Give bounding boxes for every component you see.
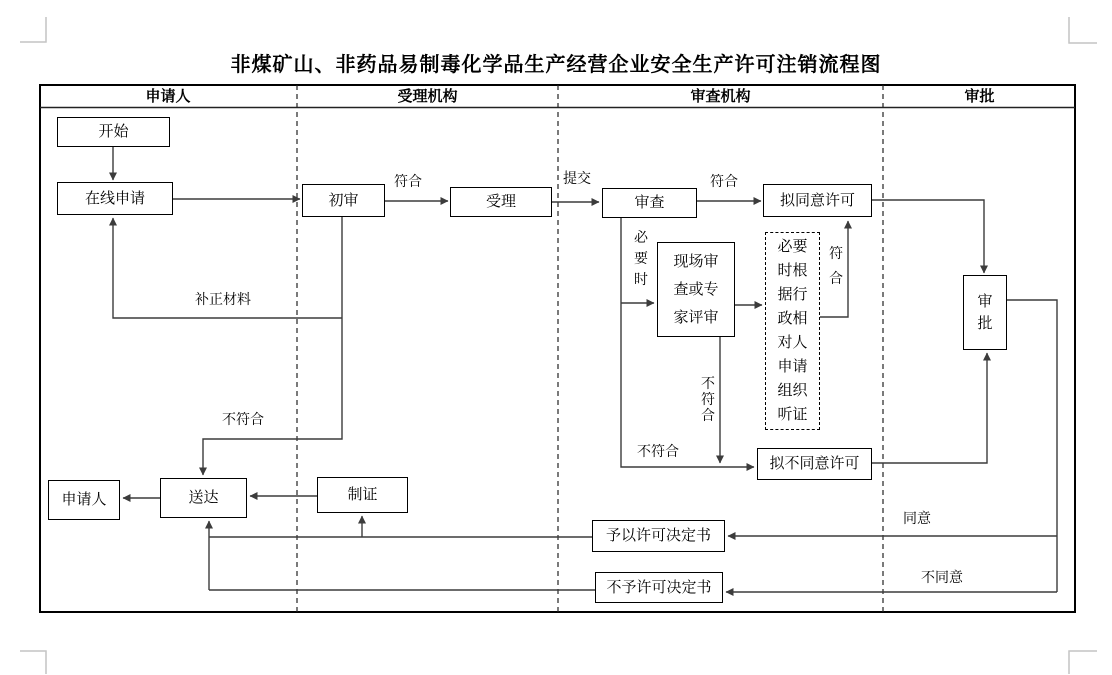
edge-label-conform-review: 符合 bbox=[710, 173, 738, 189]
edge-label-not-conform-review: 不符合 bbox=[637, 443, 679, 459]
edge-label-disagree: 不同意 bbox=[921, 569, 963, 585]
node-online-apply: 在线申请 bbox=[57, 182, 173, 215]
node-approve-label: 审批 bbox=[977, 292, 993, 332]
node-approve bbox=[963, 275, 1007, 350]
page-title: 非煤矿山、非药品易制毒化学品生产经营企业安全生产许可注销流程图 bbox=[230, 54, 882, 76]
edge-label-conform-hearing: 符合 bbox=[829, 245, 843, 286]
node-site-review bbox=[657, 242, 735, 337]
node-deny-decision: 不予许可决定书 bbox=[595, 572, 723, 603]
node-start: 开始 bbox=[57, 117, 170, 147]
node-propose-disapprove: 拟不同意许可 bbox=[757, 448, 872, 480]
node-applicant: 申请人 bbox=[48, 480, 120, 520]
edge-label-agree: 同意 bbox=[903, 510, 931, 526]
edge-label-supplement-materials: 补正材料 bbox=[195, 291, 251, 307]
edge-label-submit: 提交 bbox=[563, 170, 591, 186]
lane-dividers bbox=[40, 85, 1075, 612]
node-propose-approve: 拟同意许可 bbox=[763, 184, 872, 217]
node-initial-review: 初审 bbox=[302, 184, 385, 217]
lane-header-approver: 审批 bbox=[964, 88, 995, 105]
lane-header-acceptor: 受理机构 bbox=[397, 88, 458, 105]
edge-label-not-conform-site: 不符合 bbox=[701, 375, 715, 423]
lane-header-reviewer: 审查机构 bbox=[690, 88, 751, 105]
node-grant-decision: 予以许可决定书 bbox=[592, 520, 725, 552]
node-hearing bbox=[765, 232, 820, 430]
node-hearing-label: 必要时根据行政相对人申请组织听证 bbox=[777, 238, 808, 423]
edge-label-when-necessary: 必要时 bbox=[634, 229, 648, 287]
node-site-review-label: 现场审查或专家评审 bbox=[673, 252, 719, 326]
node-review: 审查 bbox=[602, 188, 697, 218]
node-accept: 受理 bbox=[450, 187, 552, 217]
edge-label-conform-initial: 符合 bbox=[394, 173, 422, 189]
lane-header-applicant: 申请人 bbox=[145, 88, 191, 105]
node-make-cert: 制证 bbox=[317, 477, 408, 513]
edge-label-not-conform-initial: 不符合 bbox=[222, 411, 264, 427]
node-deliver: 送达 bbox=[160, 478, 247, 518]
